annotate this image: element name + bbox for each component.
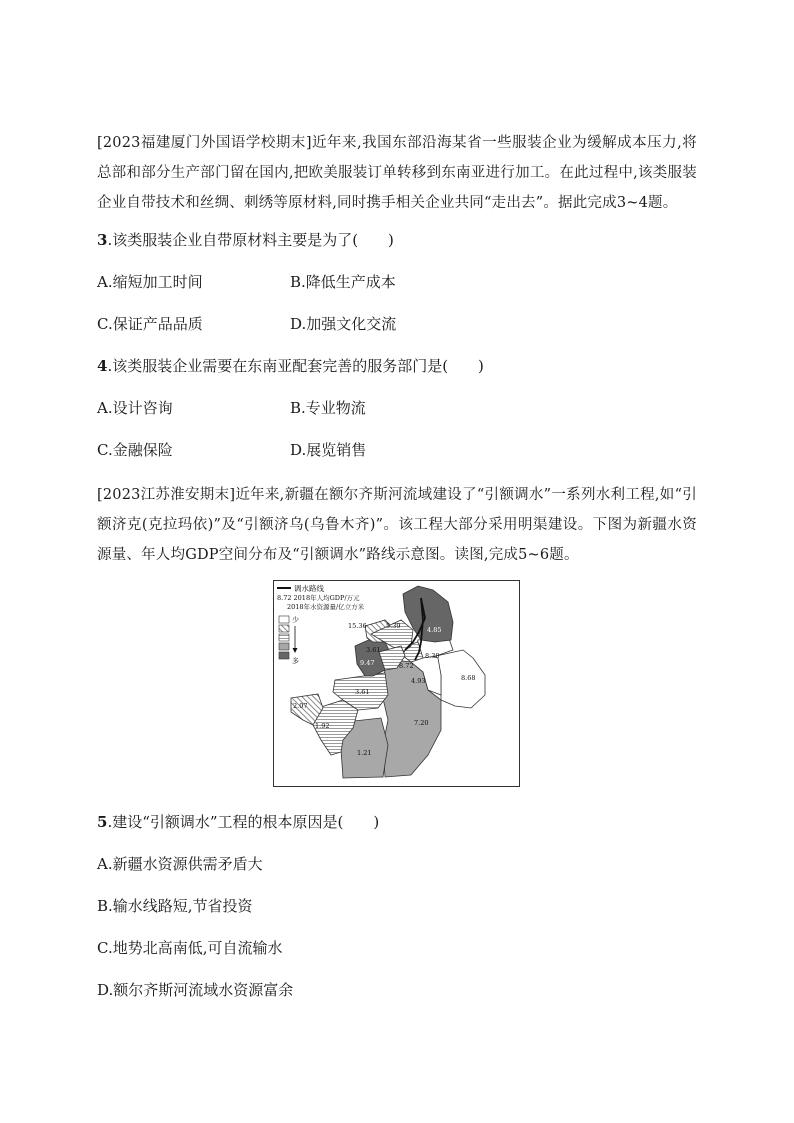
legend-swatch-1 [279, 616, 289, 623]
map-label-4: 3.61 [366, 646, 381, 654]
question-5-text: .建设“引额调水”工程的根本原因是( ) [107, 813, 380, 831]
map-label-9: 8.68 [461, 674, 476, 682]
legend-less: 少 [292, 616, 299, 624]
q4-option-b: B.专业物流 [290, 399, 366, 417]
question-3-text: .该类服装企业自带原材料主要是为了( ) [107, 231, 394, 249]
map-label-11: 2.07 [293, 702, 308, 710]
legend-water: 2018年水资源量/亿立方米 [287, 603, 365, 611]
legend-swatch-4 [279, 643, 289, 650]
q5-option-c: C.地势北高南低,可自流输水 [97, 939, 283, 957]
question-3-number: 3 [97, 231, 108, 249]
q3-option-c: C.保证产品品质 [97, 315, 203, 333]
legend-more: 多 [292, 657, 299, 665]
q4-option-c: C.金融保险 [97, 441, 173, 459]
question-5-number: 5 [97, 813, 108, 831]
question-4 [97, 355, 484, 377]
map-label-2: 5.39 [386, 622, 401, 630]
map-label-13: 7.20 [414, 719, 429, 727]
map-label-10: 3.61 [355, 688, 370, 696]
legend-gdp: 8.72 2018年人均GDP/万元 [277, 594, 360, 602]
q3-option-d: D.加强文化交流 [290, 315, 397, 333]
passage-1: [2023福建厦门外国语学校期末]近年来,我国东部沿海某省一些服装企业为缓解成本压力,将总部和部分生产部门留在国内,把欧美服装订单转移到东南亚进行加工。在此过程中,该类服装企业自带技术和丝绸、刺绣等原材料,同时携手相关企业共同“走出去”。据此完成3~4题。 [97, 135, 697, 211]
map-label-1: 15.36 [348, 622, 367, 630]
q3-option-b: B.降低生产成本 [290, 273, 396, 291]
q5-option-d: D.额尔齐斯河流域水资源富余 [97, 981, 294, 999]
map-label-12: 1.92 [315, 722, 330, 730]
map-label-3: 4.85 [427, 626, 442, 634]
map-label-7: 8.30 [425, 652, 440, 660]
legend-route: 调水路线 [294, 584, 324, 593]
map-label-5: 9.47 [360, 659, 375, 667]
xinjiang-map [273, 580, 520, 787]
legend-swatch-5 [279, 652, 289, 659]
legend-swatch-2 [279, 625, 289, 632]
question-4-text: .该类服装企业需要在东南亚配套完善的服务部门是( ) [107, 357, 484, 375]
q5-option-a: A.新疆水资源供需矛盾大 [97, 855, 263, 873]
q4-option-d: D.展览销售 [290, 441, 367, 459]
legend-swatch-3 [279, 634, 289, 641]
q3-option-a: A.缩短加工时间 [97, 273, 203, 291]
map-label-6: 8.72 [399, 662, 414, 670]
question-3 [97, 229, 394, 251]
q5-option-b: B.输水线路短,节省投资 [97, 897, 253, 915]
passage-2: [2023江苏淮安期末]近年来,新疆在额尔齐斯河流域建设了“引额调水”一系列水利工程,如“引额济克(克拉玛依)”及“引额济乌(乌鲁木齐)”。该工程大部分采用明渠建设。下图为新疆水资源量、年人均GDP空间分布及“引额调水”路线示意图。读图,完成5~6题。 [97, 487, 697, 563]
map-label-14: 1.21 [357, 749, 372, 757]
question-5 [97, 811, 379, 833]
q4-option-a: A.设计咨询 [97, 399, 173, 417]
map-label-8: 4.93 [411, 677, 426, 685]
question-4-number: 4 [97, 357, 108, 375]
